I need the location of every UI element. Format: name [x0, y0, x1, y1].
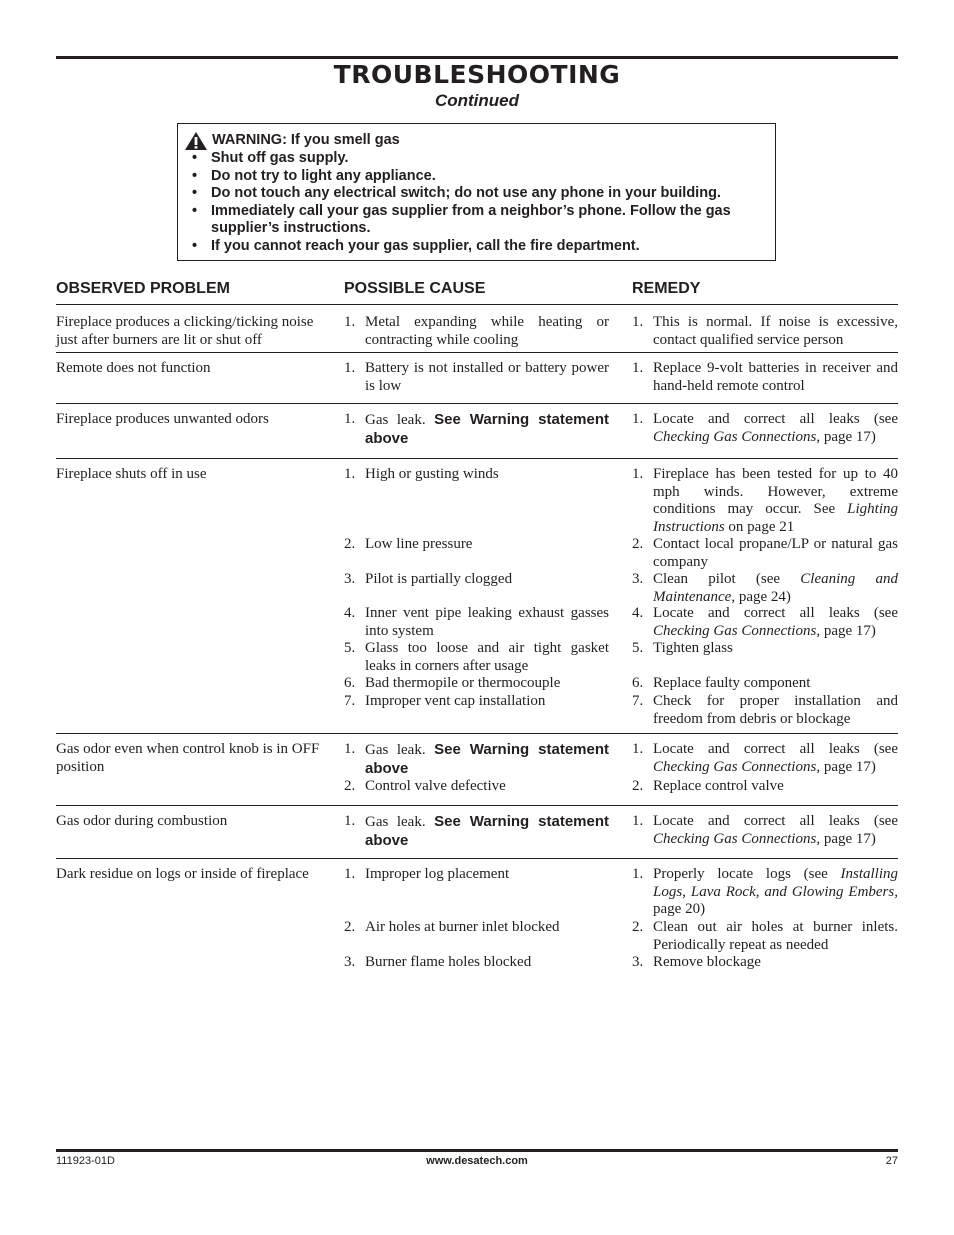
remedy-text — [653, 741, 898, 776]
remedy-text: Check for proper installation and freedom from debris or blockage — [653, 693, 898, 727]
item-number: 2. — [632, 919, 644, 935]
cause-item — [344, 778, 609, 796]
cause-item — [344, 741, 609, 778]
item-number: 5. — [344, 640, 356, 656]
bullet: • — [192, 150, 198, 166]
item-number: 3. — [632, 571, 644, 587]
top-rule — [56, 56, 898, 59]
page-number: 27 — [885, 1155, 898, 1167]
cause-item — [344, 954, 609, 972]
remedy-text: Clean out air holes at burner inlets. Periodically repeat as needed — [653, 919, 898, 953]
item-text: , page 17) — [816, 830, 876, 847]
item-text: Gas leak. — [365, 412, 435, 428]
item-number: 7. — [632, 693, 644, 709]
warning-reference: See Warning statement above — [365, 741, 609, 777]
problem-text: Gas odor even when control knob is in OFF position — [56, 741, 320, 775]
problem-text: Fireplace shuts off in use — [56, 466, 207, 482]
remedy-text: Replace faulty component — [653, 675, 811, 691]
item-text: page 20) — [653, 901, 706, 917]
warning-heading-text: WARNING: If you smell gas — [212, 132, 400, 149]
item-number: 1. — [344, 360, 356, 376]
cause-text: Battery is not installed or battery power is low — [365, 360, 609, 394]
header-divider — [56, 304, 898, 305]
observed-problem-cell — [56, 733, 328, 776]
remedy-item — [632, 640, 898, 658]
remedy-item — [632, 536, 898, 571]
cause-item — [344, 360, 609, 395]
cause-item — [344, 571, 609, 589]
item-number: 6. — [344, 675, 356, 691]
warning-item: • Immediately call your gas supplier from a neighbor’s phone. Follow the gas supplier’s instructions. — [192, 202, 731, 236]
remedy-text — [653, 466, 898, 536]
cause-text: Air holes at burner inlet blocked — [365, 919, 560, 935]
bullet: • — [192, 167, 198, 184]
cause-text — [365, 813, 609, 850]
table-row — [56, 858, 898, 978]
cause-item — [344, 466, 609, 484]
remedy-text — [653, 866, 898, 919]
item-number: 1. — [632, 360, 644, 376]
cause-text: Bad thermopile or thermocouple — [365, 675, 561, 691]
remedy-item — [632, 314, 898, 349]
item-number: 1. — [344, 741, 356, 757]
page-title: TROUBLESHOOTING — [333, 60, 621, 89]
remedy-item — [632, 675, 898, 693]
remedy-text — [653, 411, 898, 446]
website-footer: www.desatech.com — [426, 1155, 528, 1167]
remedy-text: Replace control valve — [653, 778, 784, 794]
item-number: 3. — [344, 954, 356, 970]
cause-text: Low line pressure — [365, 536, 473, 552]
cause-text: Control valve defective — [365, 778, 506, 794]
item-text: Locate and correct all leaks (see — [653, 813, 898, 829]
remedy-text: Tighten glass — [653, 640, 733, 656]
column-header-possible-cause: POSSIBLE CAUSE — [344, 280, 486, 297]
item-text: , page 17) — [816, 428, 876, 445]
warning-item: • If you cannot reach your gas supplier, call the fire department. — [192, 237, 640, 254]
item-number: 1. — [344, 411, 356, 427]
warning-item: • Do not try to light any appliance. — [192, 167, 436, 184]
item-number: 4. — [632, 605, 644, 621]
item-text: Locate and correct all leaks (see — [653, 411, 898, 427]
cause-text: Glass too loose and air tight gasket leaks in corners after usage — [365, 640, 609, 674]
page-subtitle: Continued — [434, 91, 520, 110]
item-number: 5. — [632, 640, 644, 656]
cause-text — [365, 411, 609, 448]
remedy-item — [632, 813, 898, 848]
item-text: Locate and correct all leaks (see — [653, 741, 898, 757]
warning-heading — [184, 131, 400, 151]
remedy-item — [632, 778, 898, 796]
table-row — [56, 733, 898, 806]
section-reference: Checking Gas Connections — [653, 622, 817, 639]
observed-problem-cell — [56, 458, 328, 484]
remedy-text — [653, 813, 898, 848]
remedy-item — [632, 360, 898, 395]
remedy-item — [632, 919, 898, 954]
column-header-observed-problem: OBSERVED PROBLEM — [56, 280, 230, 297]
item-number: 1. — [344, 466, 356, 482]
table-row — [56, 352, 898, 404]
item-number: 2. — [632, 778, 644, 794]
cause-item — [344, 536, 609, 554]
section-reference: Checking Gas Connections — [653, 758, 817, 775]
cause-text: Improper log placement — [365, 866, 510, 882]
item-number: 1. — [632, 866, 644, 882]
item-text: Clean pilot (see — [653, 571, 801, 587]
warning-reference: See Warning statement above — [365, 411, 609, 447]
item-number: 1. — [632, 314, 644, 330]
bullet: • — [192, 202, 198, 219]
problem-text: Fireplace produces unwanted odors — [56, 411, 269, 427]
section-reference: Cleaning and Maintenance — [653, 571, 899, 605]
warning-item: • Shut off gas supply. — [192, 150, 349, 166]
item-number: 1. — [344, 866, 356, 882]
item-text: , page 24) — [731, 588, 791, 605]
item-text: on page 21 — [724, 518, 795, 535]
gas-warning-box — [177, 123, 776, 261]
remedy-item — [632, 571, 898, 606]
remedy-item — [632, 954, 898, 972]
problem-text: Dark residue on logs or inside of fireplace — [56, 866, 309, 882]
item-number: 1. — [632, 741, 644, 757]
column-header-remedy: REMEDY — [632, 280, 701, 297]
remedy-item — [632, 466, 898, 536]
bottom-rule — [56, 1149, 898, 1152]
cause-item — [344, 411, 609, 448]
observed-problem-cell — [56, 352, 328, 378]
item-text: Properly locate logs (see — [653, 866, 841, 882]
table-row — [56, 805, 898, 859]
bullet: • — [192, 185, 198, 201]
problem-text: Remote does not function — [56, 360, 211, 376]
problem-text: Fireplace produces a clicking/ticking noise just after burners are lit or shut off — [56, 314, 314, 348]
remedy-text — [653, 571, 898, 606]
cause-item — [344, 675, 609, 693]
problem-text: Gas odor during combustion — [56, 813, 228, 829]
item-number: 3. — [344, 571, 356, 587]
item-text: , page 17) — [816, 622, 876, 639]
cause-item — [344, 919, 609, 937]
cause-item — [344, 605, 609, 640]
section-reference: Installing Logs, Lava Rock, and Glowing Embers, — [653, 866, 898, 900]
item-number: 2. — [632, 536, 644, 552]
observed-problem-cell — [56, 805, 328, 831]
observed-problem-cell — [56, 858, 328, 884]
table-row — [56, 403, 898, 459]
warning-triangle-icon — [184, 131, 208, 151]
cause-item — [344, 314, 609, 349]
item-number: 3. — [632, 954, 644, 970]
item-number: 1. — [344, 314, 356, 330]
item-text: Gas leak. — [365, 814, 435, 830]
table-row — [56, 306, 898, 353]
cause-text: Inner vent pipe leaking exhaust gasses into system — [365, 605, 609, 639]
remedy-text: Contact local propane/LP or natural gas company — [653, 536, 898, 570]
warning-list — [192, 150, 772, 255]
item-text: Fireplace has been tested for up to 40 mph winds. However, extreme conditions may occur. See — [653, 466, 898, 517]
table-row — [56, 458, 898, 734]
cause-text: Pilot is partially clogged — [365, 571, 513, 587]
remedy-text: This is normal. If noise is excessive, contact qualified service person — [653, 314, 898, 348]
item-text: Locate and correct all leaks (see — [653, 605, 898, 621]
item-number: 6. — [632, 675, 644, 691]
item-number: 1. — [344, 813, 356, 829]
remedy-item — [632, 693, 898, 728]
cause-item — [344, 866, 609, 884]
bullet: • — [192, 237, 198, 254]
item-number: 7. — [344, 693, 356, 709]
warning-reference: See Warning statement above — [365, 813, 609, 849]
remedy-item — [632, 411, 898, 446]
item-number: 1. — [632, 813, 644, 829]
item-number: 2. — [344, 919, 356, 935]
item-text: Gas leak. — [365, 742, 435, 758]
cause-text: Improper vent cap installation — [365, 693, 546, 709]
cause-text: High or gusting winds — [365, 466, 499, 482]
item-number: 1. — [632, 466, 644, 482]
observed-problem-cell — [56, 306, 328, 349]
section-reference: Lighting Instructions — [653, 501, 898, 535]
section-reference: Checking Gas Connections — [653, 830, 817, 847]
remedy-text — [653, 605, 898, 640]
remedy-text: Replace 9-volt batteries in receiver and hand-held remote control — [653, 360, 898, 394]
remedy-text: Remove blockage — [653, 954, 761, 970]
warning-item: • Do not touch any electrical switch; do not use any phone in your building. — [192, 185, 721, 201]
cause-item — [344, 640, 609, 675]
remedy-item — [632, 605, 898, 640]
item-number: 2. — [344, 536, 356, 552]
cause-text: Burner flame holes blocked — [365, 954, 532, 970]
remedy-item — [632, 741, 898, 776]
observed-problem-cell — [56, 403, 328, 429]
cause-text: Metal expanding while heating or contracting while cooling — [365, 314, 609, 348]
item-number: 1. — [632, 411, 644, 427]
item-text: , page 17) — [816, 758, 876, 775]
cause-item — [344, 813, 609, 850]
remedy-item — [632, 866, 898, 919]
item-number: 4. — [344, 605, 356, 621]
cause-item — [344, 693, 609, 711]
cause-text — [365, 741, 609, 778]
item-number: 2. — [344, 778, 356, 794]
document-number: 111923-01D — [56, 1155, 115, 1167]
section-reference: Checking Gas Connections — [653, 428, 817, 445]
